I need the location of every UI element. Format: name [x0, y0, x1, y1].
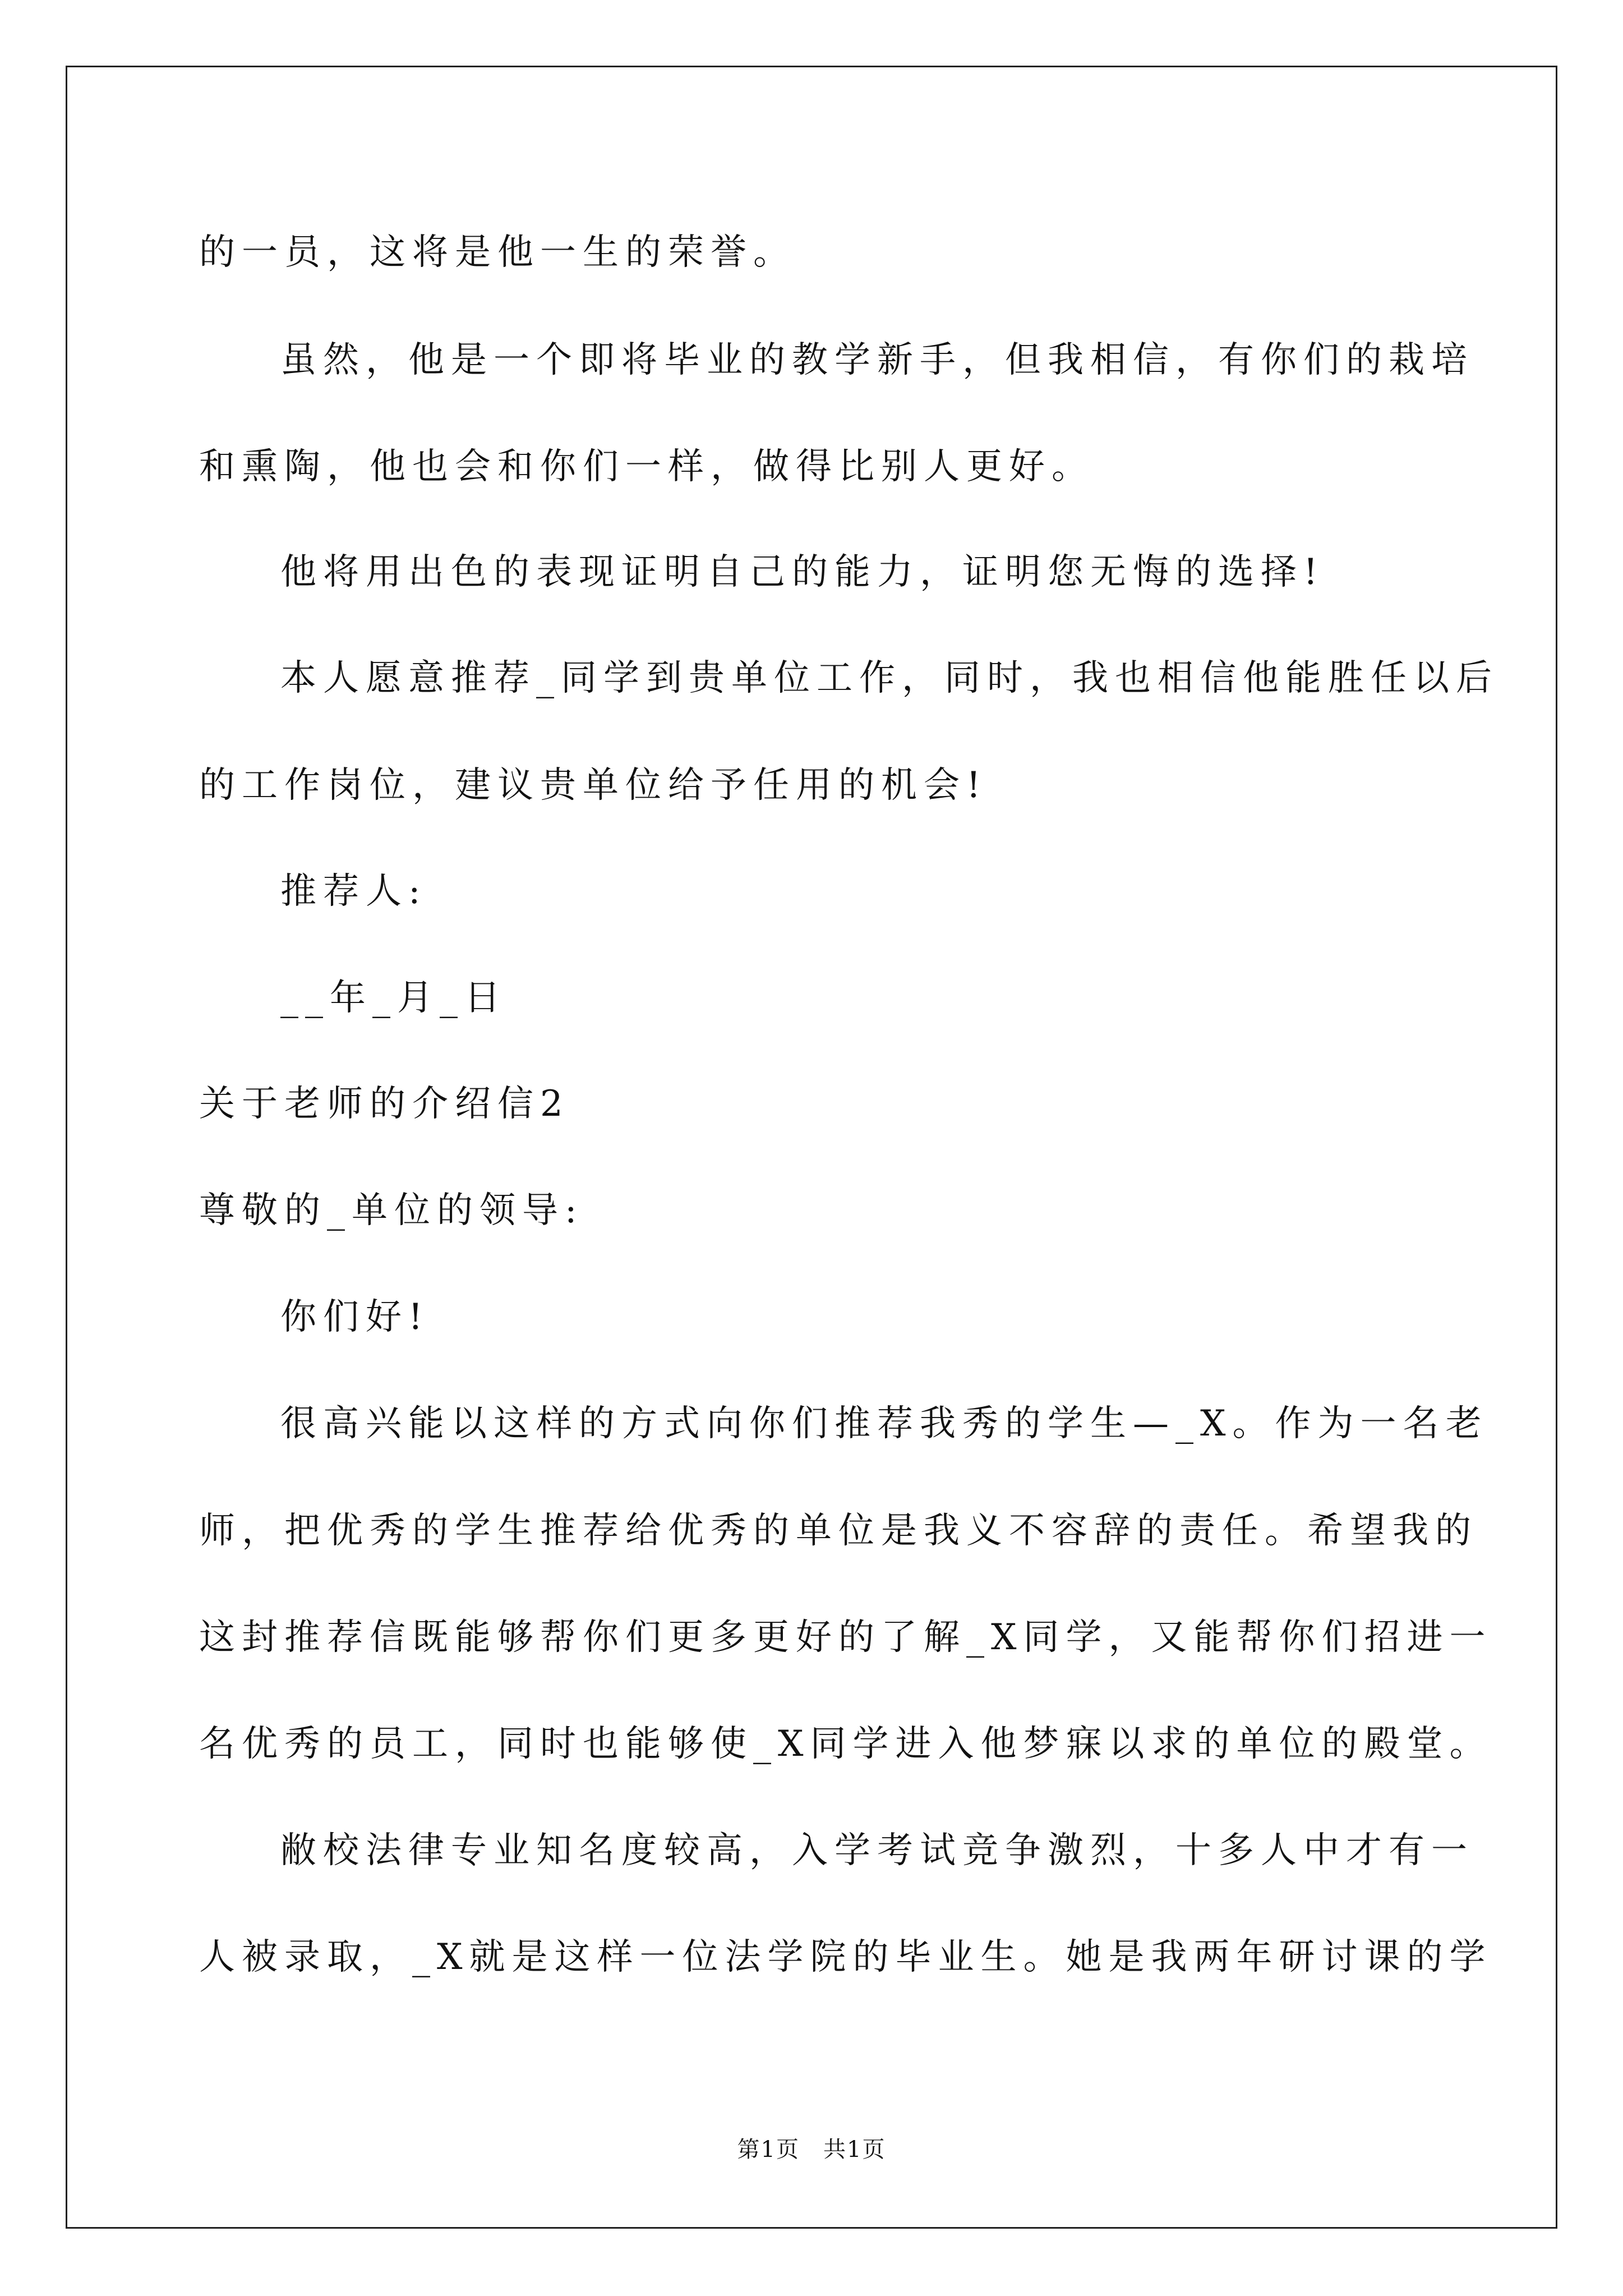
text-line: 师，把优秀的学生推荐给优秀的单位是我义不容辞的责任。希望我的 — [199, 1510, 1478, 1552]
text-line: __年_月_日 — [280, 977, 507, 1019]
section-heading: 关于老师的介绍信2 — [199, 1083, 570, 1125]
text-line: 本人愿意推荐_同学到贵单位工作，同时，我也相信他能胜任以后 — [280, 657, 1498, 699]
text-line: 他将用出色的表现证明自己的能力，证明您无悔的选择! — [280, 551, 1325, 593]
text-line: 很高兴能以这样的方式向你们推荐我秀的学生—_X。作为一名老 — [280, 1403, 1488, 1444]
text-line: 人被录取，_X就是这样一位法学院的毕业生。她是我两年研讨课的学 — [199, 1936, 1492, 1978]
greeting: 你们好! — [280, 1296, 430, 1338]
text-line: 的工作岗位，建议贵单位给予任用的机会! — [199, 765, 988, 806]
page-border — [66, 66, 1557, 2229]
text-line: 这封推荐信既能够帮你们更多更好的了解_X同学，又能帮你们招进一 — [199, 1617, 1492, 1658]
salutation: 尊敬的_单位的领导: — [199, 1190, 584, 1231]
text-line: 和熏陶，他也会和你们一样，做得比别人更好。 — [199, 446, 1094, 487]
text-line: 的一员，这将是他一生的荣誉。 — [199, 232, 796, 273]
page-footer: 第1页 共1页 — [737, 2137, 886, 2162]
text-line: 敝校法律专业知名度较高，入学考试竞争激烈，十多人中才有一 — [280, 1830, 1474, 1871]
text-line: 推荐人: — [280, 871, 427, 912]
text-line: 虽然，他是一个即将毕业的教学新手，但我相信，有你们的栽培 — [280, 339, 1474, 381]
text-line: 名优秀的员工，同时也能够使_X同学进入他梦寐以求的单位的殿堂。 — [199, 1723, 1492, 1765]
